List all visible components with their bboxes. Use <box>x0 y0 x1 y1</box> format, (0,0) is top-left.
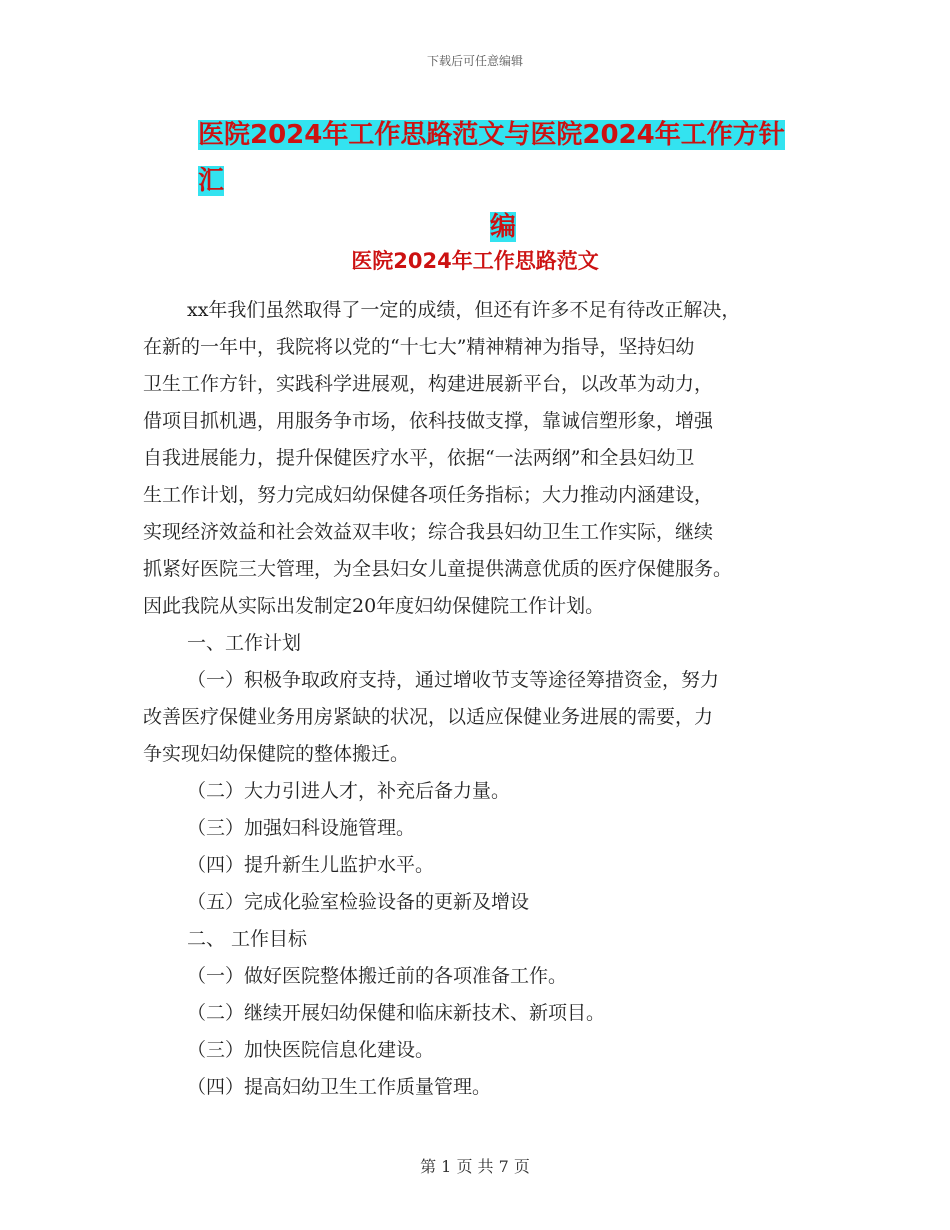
goal-item: （一）做好医院整体搬迁前的各项准备工作。 <box>187 965 568 987</box>
paragraph-line: 实现经济效益和社会效益双丰收；综合我县妇幼卫生工作实际，继续 <box>143 521 714 543</box>
goal-item: （二）继续开展妇幼保健和临床新技术、新项目。 <box>187 1002 606 1024</box>
paragraph-line: 抓紧好医院三大管理，为全县妇女儿童提供满意优质的医疗保健服务。 <box>143 558 733 580</box>
paragraph-line: 因此我院从实际出发制定20年度妇幼保健院工作计划。 <box>143 595 605 617</box>
paragraph-line: 卫生工作方针，实践科学进展观，构建进展新平台，以改革为动力， <box>143 373 714 395</box>
header-note: 下载后可任意编辑 <box>426 54 523 68</box>
paragraph-line: xx年我们虽然取得了一定的成绩，但还有许多不足有待改正解决， <box>187 299 741 321</box>
paragraph-line: 自我进展能力，提升保健医疗水平，依据“一法两纲”和全县妇幼卫 <box>143 447 695 469</box>
plan-heading: 一、工作计划 <box>187 632 302 654</box>
plan-item: （五）完成化验室检验设备的更新及增设 <box>187 891 530 913</box>
plan-item-line: 改善医疗保健业务用房紧缺的状况，以适应保健业务进展的需要，力 <box>143 706 714 728</box>
plan-item-line: （一）积极争取政府支持，通过增收节支等途径筹措资金，努力 <box>187 669 720 691</box>
plan-item: （三）加强妇科设施管理。 <box>187 817 416 839</box>
section-title: 医院2024年工作思路范文 <box>351 249 599 273</box>
paragraph-line: 借项目抓机遇，用服务争市场，依科技做支撑，靠诚信塑形象，增强 <box>143 410 714 432</box>
paragraph-line: 在新的一年中，我院将以党的“十七大”精神精神为指导，坚持妇幼 <box>143 336 695 358</box>
goals-heading: 二、 工作目标 <box>187 928 308 950</box>
plan-item: （二）大力引进人才，补充后备力量。 <box>187 780 511 802</box>
document-title-line-2: 编 <box>489 212 516 242</box>
goal-item: （三）加快医院信息化建设。 <box>187 1039 435 1061</box>
document-body <box>143 292 811 1106</box>
plan-item: （四）提升新生儿监护水平。 <box>187 854 435 876</box>
page-number-footer: 第 1 页 共 7 页 <box>420 1157 530 1176</box>
paragraph-line: 生工作计划，努力完成妇幼保健各项任务指标；大力推动内涵建设， <box>143 484 714 506</box>
plan-item-line: 争实现妇幼保健院的整体搬迁。 <box>143 743 410 765</box>
document-title-line-1: 医院2024年工作思路范文与医院2024年工作方针汇 <box>198 120 785 196</box>
goal-item: （四）提高妇幼卫生工作质量管理。 <box>187 1076 492 1098</box>
document-title <box>198 112 808 250</box>
